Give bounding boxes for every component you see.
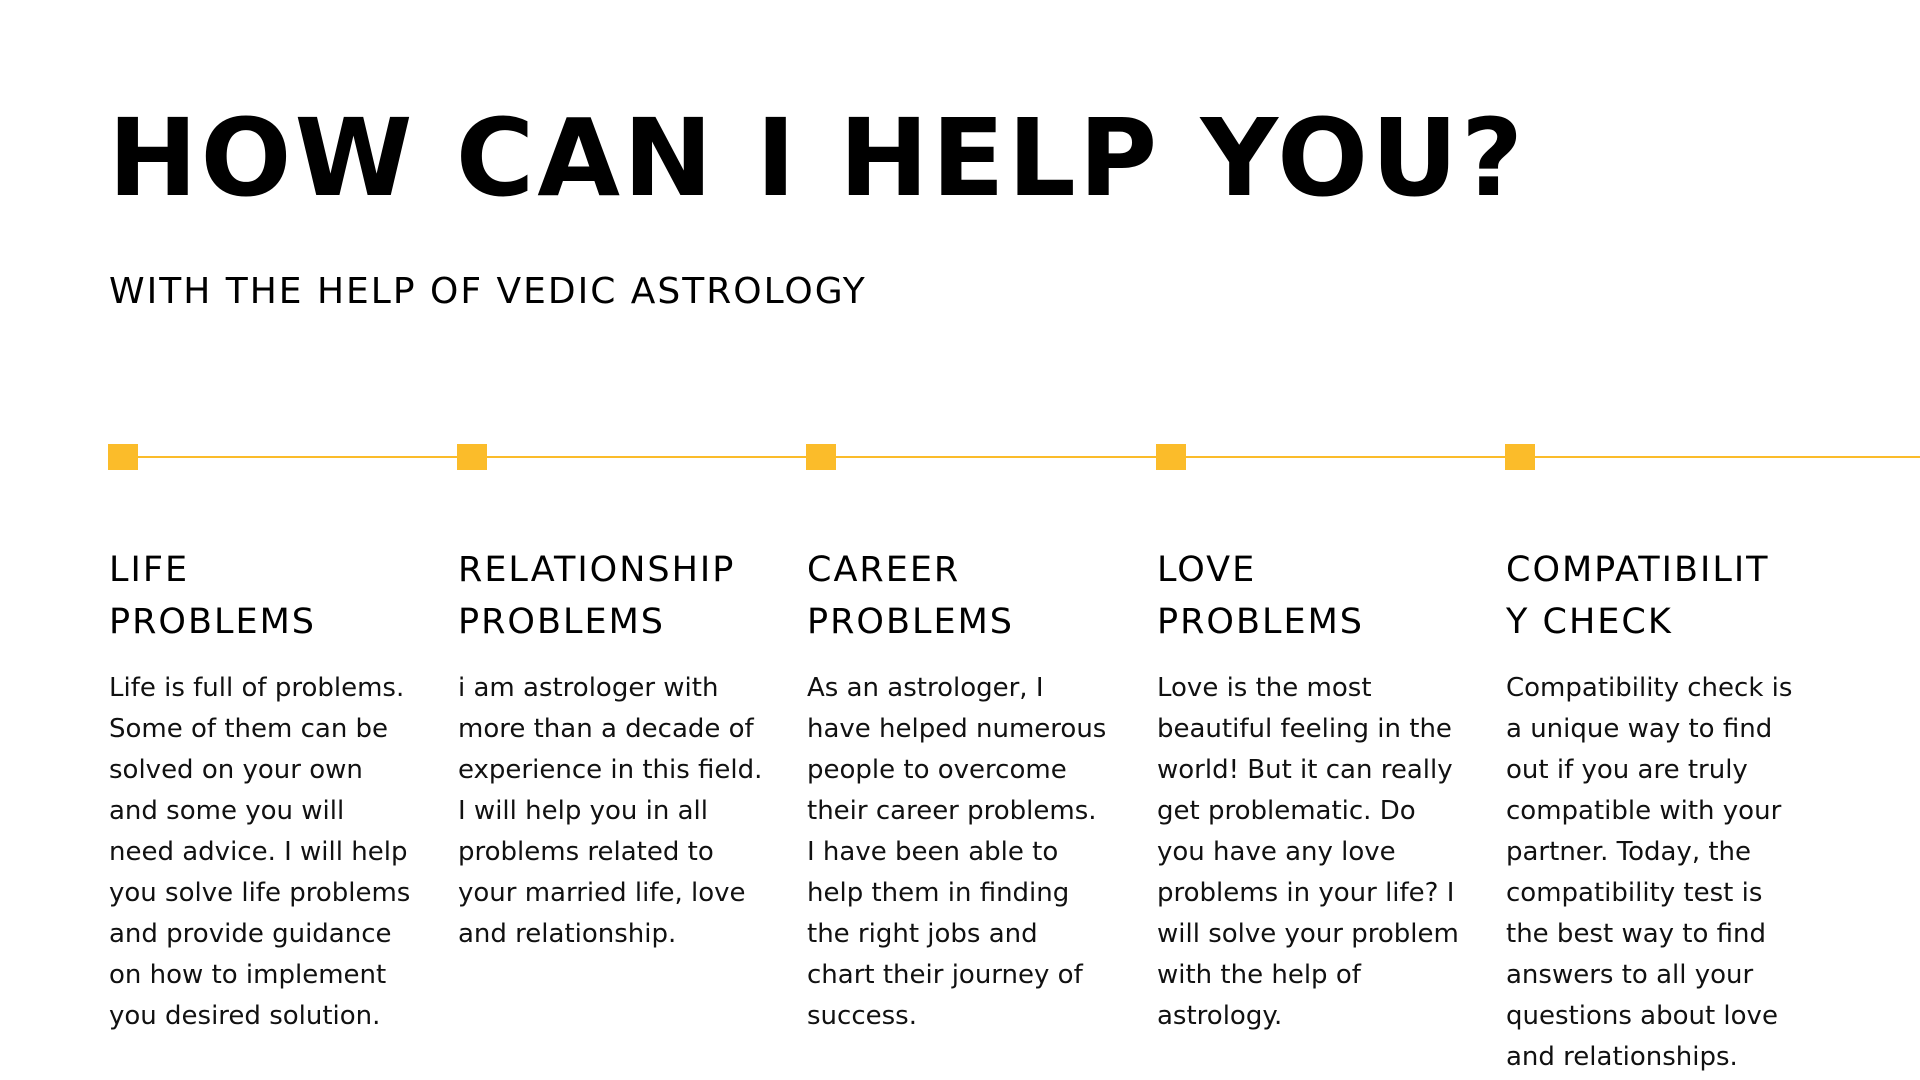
- text-line: people to overcome: [807, 755, 1067, 785]
- text-line: their career problems.: [807, 796, 1097, 826]
- text-line: I have been able to: [807, 837, 1059, 867]
- text-line: will solve your problem: [1157, 919, 1459, 949]
- text-line: i am astrologer with: [458, 673, 719, 703]
- service-love-problems: [1157, 544, 1467, 1037]
- text-line: have helped numerous: [807, 714, 1107, 744]
- text-line: and relationship.: [458, 919, 677, 949]
- timeline-marker-relationship: [457, 444, 487, 470]
- text-line: Love is the most: [1157, 673, 1372, 703]
- page-title: HOW CAN I HELP YOU?: [108, 97, 1527, 221]
- text-line: get problematic. Do: [1157, 796, 1416, 826]
- heading-line: LIFE: [109, 550, 190, 590]
- text-line: I will help you in all: [458, 796, 708, 826]
- service-description: [1506, 668, 1816, 1078]
- heading-line: RELATIONSHIP: [458, 550, 736, 590]
- text-line: a unique way to find: [1506, 714, 1773, 744]
- text-line: more than a decade of: [458, 714, 754, 744]
- text-line: need advice. I will help: [109, 837, 408, 867]
- service-heading: [1157, 544, 1467, 648]
- timeline-marker-compatibility: [1505, 444, 1535, 470]
- text-line: your married life, love: [458, 878, 746, 908]
- text-line: As an astrologer, I: [807, 673, 1044, 703]
- text-line: help them in finding: [807, 878, 1070, 908]
- service-heading: [458, 544, 768, 648]
- text-line: the right jobs and: [807, 919, 1038, 949]
- text-line: success.: [807, 1001, 917, 1031]
- service-description: [1157, 668, 1467, 1037]
- heading-line: PROBLEMS: [458, 602, 666, 642]
- service-description: [807, 668, 1117, 1037]
- service-relationship-problems: [458, 544, 768, 955]
- text-line: solved on your own: [109, 755, 363, 785]
- text-line: compatibility test is: [1506, 878, 1763, 908]
- service-heading: [1506, 544, 1816, 648]
- service-life-problems: [109, 544, 419, 1037]
- service-career-problems: [807, 544, 1117, 1037]
- text-line: and some you will: [109, 796, 345, 826]
- text-line: with the help of: [1157, 960, 1361, 990]
- text-line: and relationships.: [1506, 1042, 1738, 1072]
- heading-line: COMPATIBILIT: [1506, 550, 1770, 590]
- timeline-marker-career: [806, 444, 836, 470]
- text-line: Compatibility check is: [1506, 673, 1793, 703]
- text-line: Some of them can be: [109, 714, 389, 744]
- text-line: world! But it can really: [1157, 755, 1453, 785]
- text-line: Life is full of problems.: [109, 673, 405, 703]
- heading-line: PROBLEMS: [1157, 602, 1365, 642]
- timeline-marker-love: [1156, 444, 1186, 470]
- service-heading: [807, 544, 1117, 648]
- text-line: and provide guidance: [109, 919, 392, 949]
- text-line: problems in your life? I: [1157, 878, 1455, 908]
- text-line: problems related to: [458, 837, 714, 867]
- text-line: out if you are truly: [1506, 755, 1748, 785]
- text-line: the best way to find: [1506, 919, 1767, 949]
- text-line: compatible with your: [1506, 796, 1782, 826]
- text-line: you solve life problems: [109, 878, 411, 908]
- text-line: experience in this field.: [458, 755, 763, 785]
- text-line: answers to all your: [1506, 960, 1754, 990]
- text-line: astrology.: [1157, 1001, 1283, 1031]
- service-description: [109, 668, 419, 1037]
- text-line: partner. Today, the: [1506, 837, 1752, 867]
- text-line: you have any love: [1157, 837, 1396, 867]
- service-compatibility-check: [1506, 544, 1816, 1078]
- service-heading: [109, 544, 419, 648]
- timeline-line: [120, 456, 1920, 458]
- heading-line: PROBLEMS: [109, 602, 317, 642]
- text-line: beautiful feeling in the: [1157, 714, 1452, 744]
- heading-line: PROBLEMS: [807, 602, 1015, 642]
- timeline-marker-life: [108, 444, 138, 470]
- heading-line: Y CHECK: [1506, 602, 1673, 642]
- page-subtitle: WITH THE HELP OF VEDIC ASTROLOGY: [109, 271, 867, 312]
- text-line: on how to implement: [109, 960, 387, 990]
- heading-line: LOVE: [1157, 550, 1257, 590]
- text-line: chart their journey of: [807, 960, 1083, 990]
- text-line: you desired solution.: [109, 1001, 381, 1031]
- service-description: [458, 668, 768, 955]
- text-line: questions about love: [1506, 1001, 1778, 1031]
- heading-line: CAREER: [807, 550, 961, 590]
